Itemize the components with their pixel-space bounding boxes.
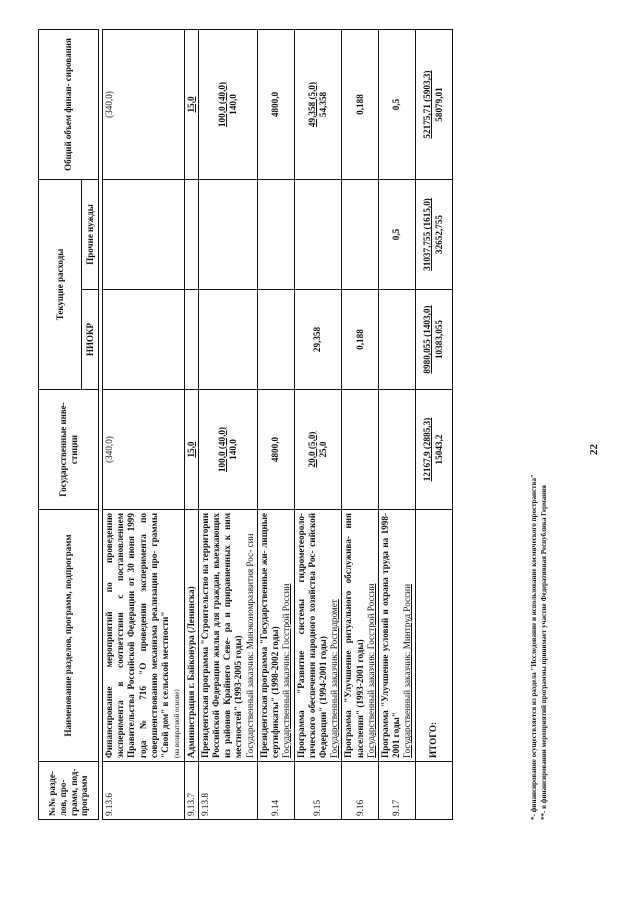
row-total: 0,188 — [342, 29, 379, 179]
row-total — [184, 29, 198, 179]
row-prochie — [103, 179, 185, 289]
row-total: 4800,0 — [257, 29, 294, 179]
total-niokr-bottom: 10383,055 — [433, 319, 444, 360]
row-name-text: Президентская программа "Государственные жи- лищные сертификаты" (1998-2002 годы) — [258, 513, 281, 758]
header-name: Наименование разделов, программ, подпрограмм — [39, 510, 99, 762]
row-prochie — [257, 179, 294, 289]
total-row — [415, 29, 452, 819]
total-gos — [415, 390, 452, 510]
total-total — [415, 29, 452, 179]
row-prochie — [198, 179, 257, 289]
row-name-text: Программа "Улучшение условий и охрана труда на 1998- 2001 годы" — [380, 513, 402, 758]
row-gos: 4800,0 — [257, 390, 294, 510]
total-num — [415, 762, 452, 820]
row-total — [294, 29, 342, 179]
total-label: ИТОГО: — [415, 510, 452, 762]
row-customer: Государственный заказчик: Минэкономразвития Рос- сии — [244, 533, 255, 758]
row-name-text: Программа "Развитие системы гидрометеороло- гического обеспечения народного хозяйства Рос- сийской Федерации" (1994-2001 годы) — [295, 513, 328, 758]
total-top: (340,0) — [104, 91, 114, 118]
row-customer: Государственный заказчик: Росгидромет — [329, 599, 340, 758]
row-name-text: Программа "Улучшение ритуального обслужива- ния населения" (1993-2001 годы) — [343, 513, 365, 758]
header-row-1 — [39, 29, 82, 819]
row-total: 0,5 — [379, 29, 416, 179]
row-gos — [294, 390, 342, 510]
row-num: 9.17 — [379, 762, 416, 820]
row-customer: Государственный заказчик: Госстрой России — [281, 583, 292, 758]
row-niokr — [184, 290, 198, 390]
table-row — [379, 29, 416, 819]
row-name — [103, 510, 185, 762]
row-gos — [379, 390, 416, 510]
footnote-1: *- финансирование осуществляется из раздела "Исследование и использование космического пространства" — [530, 474, 538, 820]
gos-top: 15,0 — [185, 441, 196, 458]
gos-bottom: 140,0 — [227, 439, 238, 460]
gos-bottom: 25,0 — [317, 441, 328, 458]
table-row — [184, 29, 198, 819]
row-name — [294, 510, 342, 762]
total-prochie — [415, 179, 452, 289]
gos-top: (340,0) — [104, 436, 114, 463]
total-prochie-bottom: 32652,755 — [433, 214, 444, 255]
row-num: 9.13.8 — [198, 762, 257, 820]
table-row — [198, 29, 257, 819]
row-niokr — [198, 290, 257, 390]
header-tek: Текущие расходы — [39, 179, 82, 389]
total-top: 15,0 — [185, 96, 196, 113]
row-prochie: 0,5 — [379, 179, 416, 289]
row-note: (на возвратной основе) — [173, 689, 182, 758]
total-niokr-top: 8980,055 (1403,0) — [422, 305, 433, 374]
table-row — [103, 29, 185, 819]
financing-table — [38, 29, 453, 820]
header-total: Общий объем финан- сирования — [39, 29, 99, 179]
total-top: 49,358 (5,0) — [306, 81, 317, 128]
row-prochie — [184, 179, 198, 289]
row-niokr: 29,358 — [294, 290, 342, 390]
page-number: 22 — [588, 444, 600, 455]
row-name-text: Президентская программа "Строительство на территории Российской Федерации жилья для граждан, выезжающих из районов Крайнего Севе- ра и приравненных к ним местностей" (1993-2005 годы) — [199, 513, 244, 758]
footnote-2: **- в финансировании мероприятий программы принимает участие Федеративная Республика Германия — [540, 485, 548, 820]
row-niokr — [379, 290, 416, 390]
row-name — [198, 510, 257, 762]
row-gos — [342, 390, 379, 510]
row-prochie — [342, 179, 379, 289]
row-name-text: Финансирование мероприятий по проведению эксперимента в соответствии с постановлением Правительства Российской Федерации от 30 июня 1999 года № 716 "О проведении эксперимента по совершенствованию механизма реализации про- граммы "Свой дом" в сельской местности" — [104, 513, 171, 758]
total-top: 100,0 (40,0) — [216, 81, 227, 128]
row-total — [198, 29, 257, 179]
table-row — [342, 29, 379, 819]
row-gos — [184, 390, 198, 510]
header-num: №№ разде- лов, про- грамм, под- программ — [39, 762, 99, 820]
row-prochie — [294, 179, 342, 289]
row-customer: Государственный заказчик: Минтруд России — [402, 583, 413, 758]
row-num: 9.16 — [342, 762, 379, 820]
total-gos-top: 12167,9 (2885,3) — [422, 417, 433, 482]
row-name — [257, 510, 294, 762]
row-niokr — [103, 290, 185, 390]
row-num: 9.13.6 — [103, 762, 185, 820]
header-gos: Государственные инве- стиции — [39, 390, 99, 510]
total-niokr — [415, 290, 452, 390]
gos-top: 20,0 (5,0) — [306, 431, 317, 468]
row-num: 9.15 — [294, 762, 342, 820]
header-niokr: НИОКР — [82, 290, 99, 390]
row-num: 9.14 — [257, 762, 294, 820]
row-niokr: 0,188 — [342, 290, 379, 390]
row-gos — [198, 390, 257, 510]
row-name — [342, 510, 379, 762]
table-row — [294, 29, 342, 819]
total-bottom: 54,358 — [317, 91, 328, 118]
row-niokr — [257, 290, 294, 390]
total-total-bottom: 58079,01 — [433, 87, 444, 122]
total-gos-bottom: 15043,2 — [433, 434, 444, 465]
total-total-top: 52175,71 (5903,3) — [422, 70, 433, 139]
row-name — [379, 510, 416, 762]
total-prochie-top: 31037,755 (1615,0) — [422, 198, 433, 271]
row-name-text: Администрация г. Байконура (Ленинска) — [184, 510, 198, 762]
rotated-page — [10, 25, 610, 845]
row-gos — [103, 390, 185, 510]
gos-top: 100,0 (40,0) — [216, 426, 227, 473]
row-total — [103, 29, 185, 179]
header-prochie: Прочие нужды — [82, 179, 99, 289]
table-row — [257, 29, 294, 819]
total-bottom: 140,0 — [227, 94, 238, 115]
row-num: 9.13.7 — [184, 762, 198, 820]
row-customer: Государственный заказчик: Госстрой России — [365, 583, 376, 758]
